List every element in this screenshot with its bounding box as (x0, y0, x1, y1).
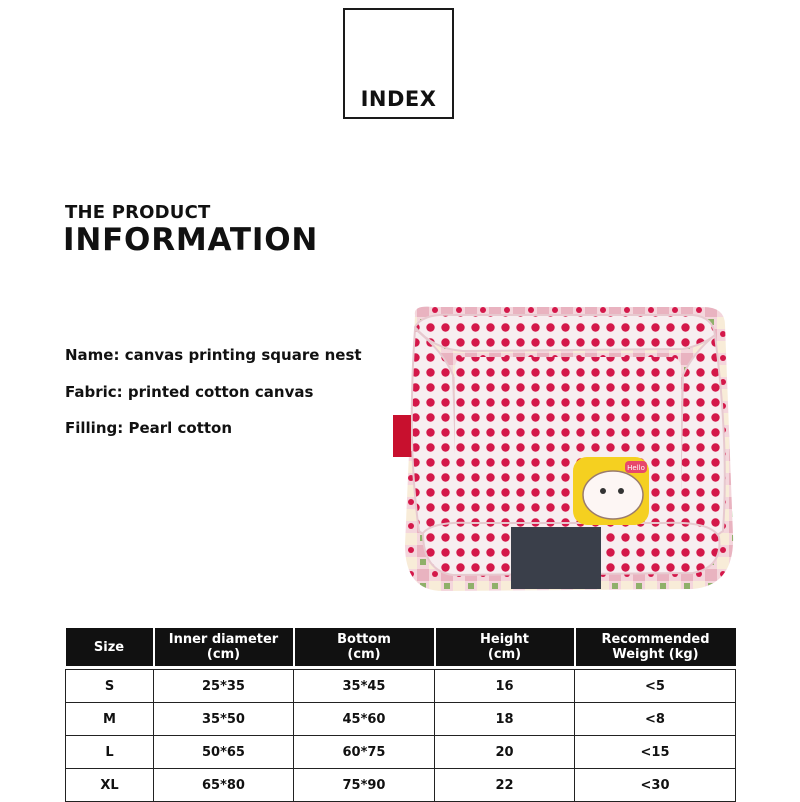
cell-inner: 65*80 (154, 769, 294, 802)
bed-denim-panel (511, 527, 601, 589)
table-row (66, 670, 736, 703)
cell-height: 16 (435, 670, 575, 703)
header-weight: Recommended Weight (kg) (575, 628, 736, 666)
cell-height: 20 (435, 736, 575, 769)
cell-inner: 25*35 (154, 670, 294, 703)
size-table (65, 628, 736, 802)
cell-inner: 50*65 (154, 736, 294, 769)
cell-size: M (66, 703, 154, 736)
header-size: Size (66, 628, 154, 666)
header-height: Height (cm) (435, 628, 575, 666)
cell-bottom: 45*60 (294, 703, 435, 736)
header-inner-diameter: Inner diameter (cm) (154, 628, 294, 666)
spec-filling: Filling: Pearl cotton (65, 419, 233, 437)
cell-size: S (66, 670, 154, 703)
size-table-header (66, 628, 736, 666)
pet-bed-image (393, 305, 743, 595)
patch-text: Hello (627, 464, 645, 472)
cell-weight: <5 (575, 670, 736, 703)
cell-weight: <15 (575, 736, 736, 769)
cell-height: 22 (435, 769, 575, 802)
heading-line2: INFORMATION (63, 222, 319, 258)
spec-name: Name: canvas printing square nest (65, 346, 362, 364)
cell-bottom: 75*90 (294, 769, 435, 802)
cell-size: L (66, 736, 154, 769)
heading-line1: THE PRODUCT (65, 202, 211, 223)
bed-red-tag (393, 415, 411, 457)
table-row (66, 769, 736, 802)
cell-bottom: 60*75 (294, 736, 435, 769)
cell-inner: 35*50 (154, 703, 294, 736)
cell-bottom: 35*45 (294, 670, 435, 703)
cell-weight: <30 (575, 769, 736, 802)
table-row (66, 736, 736, 769)
index-label: INDEX (360, 87, 437, 111)
bed-character-patch (573, 457, 649, 525)
spec-fabric: Fabric: printed cotton canvas (65, 383, 314, 401)
table-row (66, 703, 736, 736)
cell-weight: <8 (575, 703, 736, 736)
bed-top-rim (415, 315, 715, 351)
cell-size: XL (66, 769, 154, 802)
cell-height: 18 (435, 703, 575, 736)
header-bottom: Bottom (cm) (294, 628, 435, 666)
index-logo-box (343, 8, 454, 119)
